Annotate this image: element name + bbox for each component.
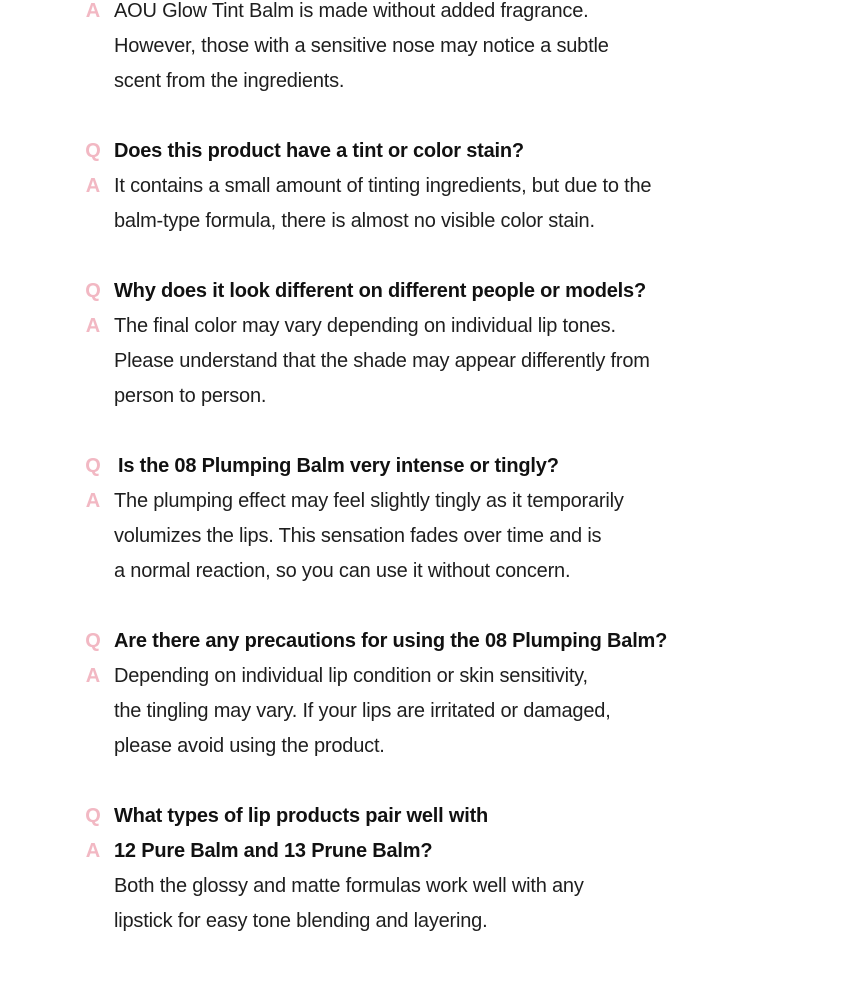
answer-marker: A [85, 0, 101, 22]
faq-answer-line [0, 309, 860, 344]
question-marker: Q [85, 280, 101, 302]
faq-question-line [0, 274, 860, 309]
answer-marker: A [85, 840, 101, 862]
faq-answer-line [0, 0, 860, 29]
question-marker: Q [85, 455, 101, 477]
faq-answer-line [0, 659, 860, 694]
faq-answer-text: Depending on individual lip condition or skin sensitivity, [114, 665, 588, 687]
faq-question-text: 12 Pure Balm and 13 Prune Balm? [114, 840, 433, 862]
faq-answer-line [0, 729, 860, 764]
question-marker: Q [85, 140, 101, 162]
question-marker: Q [85, 805, 101, 827]
faq-answer-text: AOU Glow Tint Balm is made without added fragrance. [114, 0, 589, 22]
answer-marker: A [85, 175, 101, 197]
faq-question-line [0, 134, 860, 169]
faq-answer-line [0, 484, 860, 519]
faq-answer-text: volumizes the lips. This sensation fades over time and is [114, 525, 602, 547]
faq-question-line [0, 799, 860, 834]
answer-marker: A [85, 315, 101, 337]
faq-answer-line [0, 64, 860, 99]
faq-question-text: Is the 08 Plumping Balm very intense or tingly? [118, 455, 559, 477]
faq-question-text: Are there any precautions for using the 08 Plumping Balm? [114, 630, 668, 652]
faq-answer-text: It contains a small amount of tinting ingredients, but due to the [114, 175, 652, 197]
faq-question-line [0, 834, 860, 869]
faq-answer-text: the tingling may vary. If your lips are irritated or damaged, [114, 700, 611, 722]
faq-question-line [0, 624, 860, 659]
faq-answer-text: please avoid using the product. [114, 735, 385, 757]
answer-marker: A [85, 490, 101, 512]
question-marker: Q [85, 630, 101, 652]
faq-answer-text: lipstick for easy tone blending and layering. [114, 910, 488, 932]
faq-answer-line [0, 519, 860, 554]
faq-question-text: What types of lip products pair well with [114, 805, 489, 827]
faq-answer-text: The final color may vary depending on individual lip tones. [114, 315, 616, 337]
faq-answer-text: The plumping effect may feel slightly tingly as it temporarily [114, 490, 624, 512]
faq-question-text: Why does it look different on different people or models? [114, 280, 646, 302]
faq-answer-text: a normal reaction, so you can use it without concern. [114, 560, 571, 582]
faq-answer-line [0, 344, 860, 379]
faq-answer-line [0, 904, 860, 939]
faq-answer-text: Both the glossy and matte formulas work well with any [114, 875, 584, 897]
faq-question-text: Does this product have a tint or color stain? [114, 140, 524, 162]
faq-answer-text: scent from the ingredients. [114, 70, 345, 92]
faq-answer-line [0, 29, 860, 64]
faq-answer-text: Please understand that the shade may appear differently from [114, 350, 650, 372]
faq-answer-text: balm-type formula, there is almost no visible color stain. [114, 210, 595, 232]
faq-answer-line [0, 204, 860, 239]
faq-answer-line [0, 169, 860, 204]
answer-marker: A [85, 665, 101, 687]
faq-answer-text: However, those with a sensitive nose may notice a subtle [114, 35, 609, 57]
faq-answer-line [0, 694, 860, 729]
faq-answer-line [0, 869, 860, 904]
faq-answer-line [0, 554, 860, 589]
faq-answer-text: person to person. [114, 385, 267, 407]
faq-answer-line [0, 379, 860, 414]
faq-question-line [0, 449, 860, 484]
